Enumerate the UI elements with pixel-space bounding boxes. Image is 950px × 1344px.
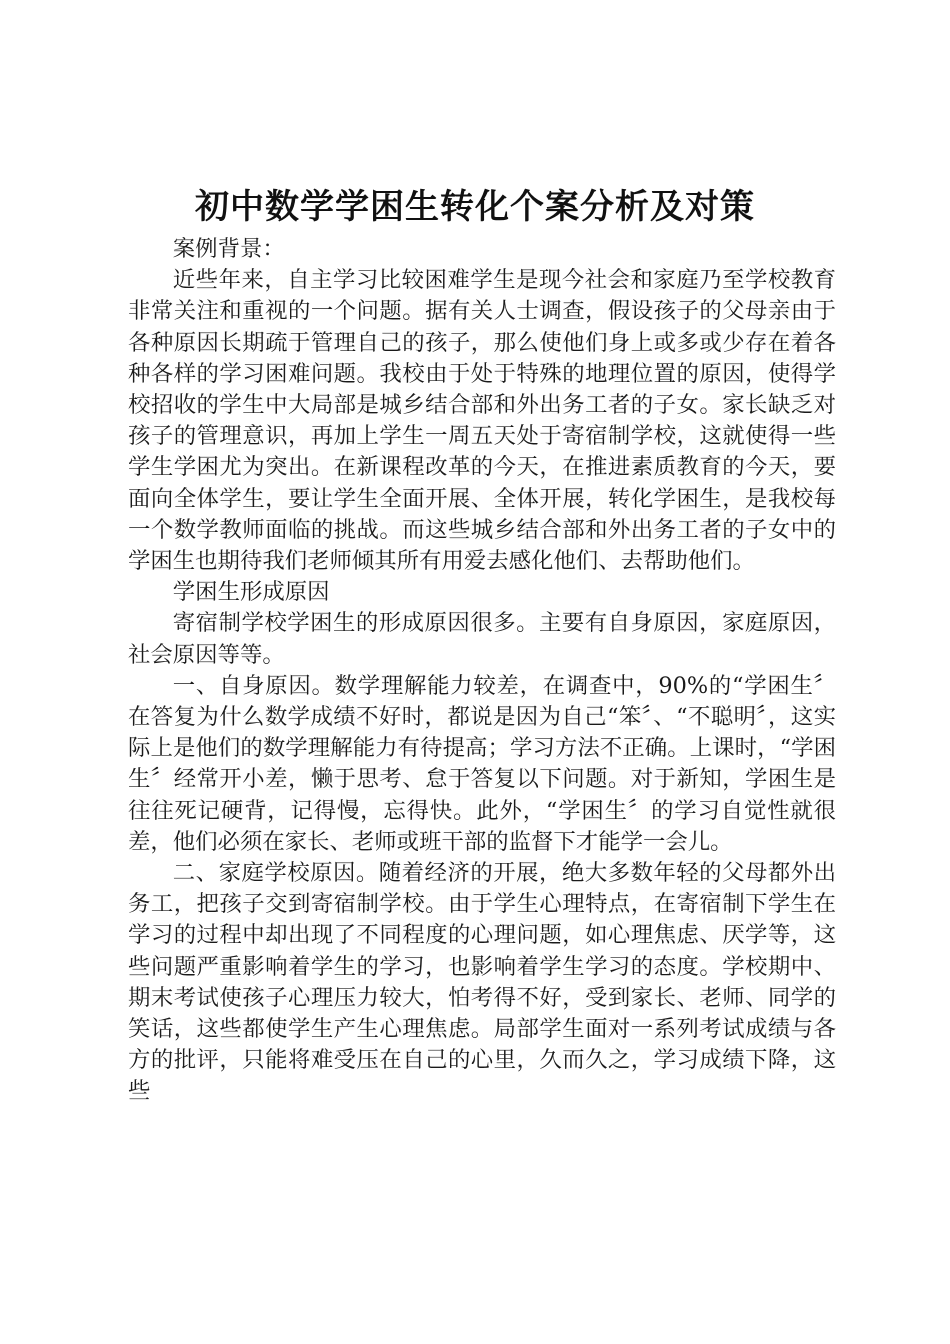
- paragraph-causes-intro: 寄宿制学校学困生的形成原因很多。主要有自身原因，家庭原因，社会原因等等。: [128, 610, 836, 668]
- document-body: [128, 234, 836, 1108]
- paragraph-case-background: 近些年来，自主学习比较困难学生是现今社会和家庭乃至学校教育非常关注和重视的一个问题。据有关人士调查，假设孩子的父母亲由于各种原因长期疏于管理自己的孩子，那么使他们身上或多或少存在着各种各样的学习困难问题。我校由于处于特殊的地理位置的原因，使得学校招收的学生中大局部是城乡结合部和外出务工者的子女。家长缺乏对孩子的管理意识，再加上学生一周五天处于寄宿制学校，这就使得一些学生学困尤为突出。在新课程改革的今天，在推进素质教育的今天，要面向全体学生，要让学生全面开展、全体开展，转化学困生，是我校每一个数学教师面临的挑战。而这些城乡结合部和外出务工者的子女中的学困生也期待我们老师倾其所有用爱去感化他们、去帮助他们。: [128, 267, 836, 575]
- paragraph-causes-heading: 学困生形成原因: [172, 579, 330, 606]
- paragraph-self-causes: 一、自身原因。数学理解能力较差，在调查中，90%的“学困生〞在答复为什么数学成绩不好时，都说是因为自己“笨〞、“不聪明〞，这实际上是他们的数学理解能力有待提高；学习方法不正确。上课时，“学困生〞经常开小差，懒于思考、怠于答复以下问题。对于新知，学困生是往往死记硬背，记得慢，忘得快。此外，“学困生〞的学习自觉性就很差，他们必须在家长、老师或班干部的监督下才能学一会儿。: [128, 672, 836, 855]
- document-title: 初中数学学困生转化个案分析及对策: [195, 187, 755, 227]
- paragraph-family-school-causes: 二、家庭学校原因。随着经济的开展，绝大多数年轻的父母都外出务工，把孩子交到寄宿制学校。由于学生心理特点，在寄宿制下学生在学习的过程中却出现了不同程度的心理问题，如心理焦虑、厌学等，这些问题严重影响着学生的学习，也影响着学生学习的态度。学校期中、期末考试使孩子心理压力较大，怕考得不好，受到家长、老师、同学的笑话，这些都使学生产生心理焦虑。局部学生面对一系列考试成绩与各方的批评，只能将难受压在自己的心里，久而久之，学习成绩下降，这些: [128, 860, 836, 1105]
- paragraph-case-background-heading: 案例背景：: [172, 236, 285, 262]
